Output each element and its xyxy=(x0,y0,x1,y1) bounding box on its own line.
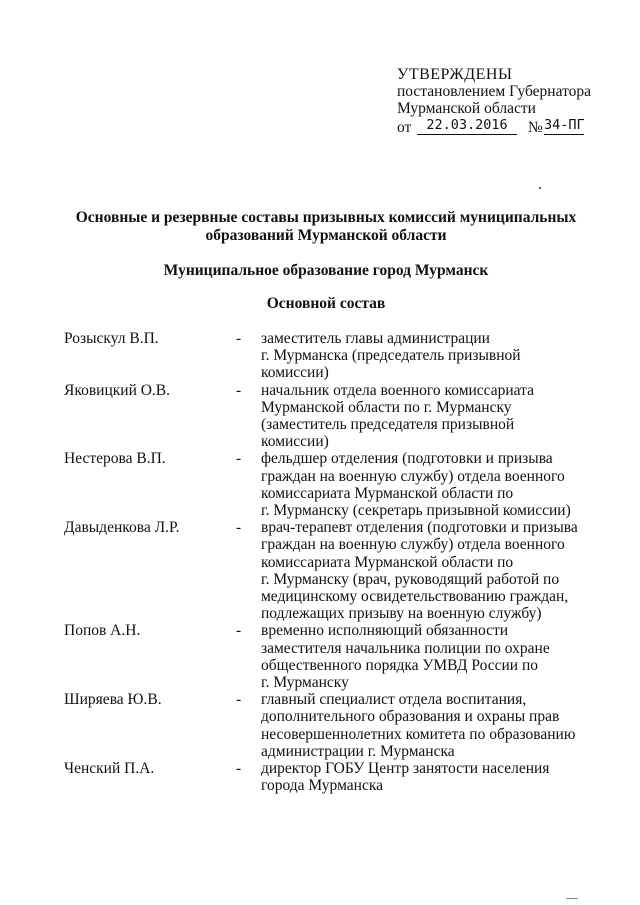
member-dash: - xyxy=(236,622,242,640)
member-position-line: заместитель главы администрации xyxy=(261,330,490,347)
member-position-line: граждан на военную службу) отдела военного xyxy=(261,536,565,554)
member-row xyxy=(64,760,584,794)
approval-date: 22.03.2016 xyxy=(417,117,517,135)
members-list xyxy=(64,330,584,794)
member-position-line: главный специалист отдела воспитания, xyxy=(261,691,527,709)
member-position-line: временно исполняющий обязанности xyxy=(261,622,509,640)
member-position-line: г. Мурманску (секретарь призывной комиссии) xyxy=(261,502,571,520)
member-name: Ченский П.А. xyxy=(64,760,155,778)
title-line-1: Основные и резервные составы призывных комиссий муниципальных xyxy=(75,209,577,226)
member-position-line: фельдшер отделения (подготовки и призыва xyxy=(261,450,553,468)
member-position xyxy=(261,622,584,691)
member-position-line: города Мурманска xyxy=(261,777,384,795)
member-position-line: г. Мурманска (председатель призывной xyxy=(261,347,521,365)
member-position-line: г. Мурманску xyxy=(261,674,349,692)
approval-line-2: Мурманской области xyxy=(397,100,536,117)
member-position-line: медицинскому освидетельствованию граждан, xyxy=(261,588,569,606)
member-row xyxy=(64,330,584,382)
member-position xyxy=(261,330,584,382)
member-position-line: (заместитель председателя призывной xyxy=(261,416,515,434)
approval-date-number-row xyxy=(397,117,627,137)
title-line-2: образований Мурманской области xyxy=(205,227,447,244)
member-dash: - xyxy=(236,691,242,709)
member-position-line: дополнительного образования и охраны прав xyxy=(261,708,560,726)
member-position xyxy=(261,450,584,519)
member-position-line: врач-терапевт отделения (подготовки и призыва xyxy=(261,519,578,537)
member-dash: - xyxy=(236,330,242,347)
member-dash: - xyxy=(236,760,242,778)
member-row xyxy=(64,450,584,519)
section-heading: Основной состав xyxy=(266,295,386,312)
municipality-heading: Муниципальное образование город Мурманск xyxy=(163,262,489,279)
approval-stamp xyxy=(397,66,627,137)
member-position-line: г. Мурманску (врач, руководящий работой по xyxy=(261,570,560,588)
member-position-line: администрации г. Мурманска xyxy=(261,742,455,760)
approval-heading: УТВЕРЖДЕНЫ xyxy=(397,66,513,83)
member-name: Нестерова В.П. xyxy=(64,450,166,468)
member-position-line: комиссариата Мурманской области по xyxy=(261,484,514,502)
date-prefix: от xyxy=(397,119,412,136)
member-position-line: заместителя начальника полиции по охране xyxy=(261,639,550,657)
member-row xyxy=(64,519,584,622)
member-position xyxy=(261,691,584,760)
member-name: Попов А.Н. xyxy=(64,622,141,640)
member-position-line: комиссии) xyxy=(261,433,329,451)
number-sign: № xyxy=(528,119,543,136)
member-name: Давыденкова Л.Р. xyxy=(64,519,180,537)
member-position-line: несовершеннолетних комитета по образованию xyxy=(261,725,576,743)
approval-line-1: постановлением Губернатора xyxy=(397,83,592,100)
approval-number: 34-ПГ xyxy=(544,117,585,133)
member-position xyxy=(261,760,584,794)
member-position xyxy=(261,519,584,622)
stray-dot xyxy=(539,187,541,189)
member-dash: - xyxy=(236,519,242,537)
member-position-line: директор ГОБУ Центр занятости населения xyxy=(261,760,550,778)
member-position-line: общественного порядка УМВД России по xyxy=(261,656,538,674)
member-name: Яковицкий О.В. xyxy=(64,381,171,399)
member-position-line: граждан на военную службу) отдела военного xyxy=(261,467,565,485)
member-row xyxy=(64,622,584,691)
member-position-line: подлежащих призыву на военную службу) xyxy=(261,605,542,623)
member-dash: - xyxy=(236,450,242,468)
member-position-line: комиссии) xyxy=(261,364,329,382)
member-row xyxy=(64,382,584,451)
member-row xyxy=(64,691,584,760)
member-position-line: начальник отдела военного комиссариата xyxy=(261,381,534,399)
member-name: Ширяева Ю.В. xyxy=(64,691,162,709)
document-title xyxy=(60,209,592,245)
member-position-line: комиссариата Мурманской области по xyxy=(261,553,514,571)
member-dash: - xyxy=(236,381,242,399)
member-position-line: Мурманской области по г. Мурманску xyxy=(261,398,512,416)
scan-mark xyxy=(566,898,578,899)
member-position xyxy=(261,382,584,451)
member-name: Розыскул В.П. xyxy=(64,330,159,347)
